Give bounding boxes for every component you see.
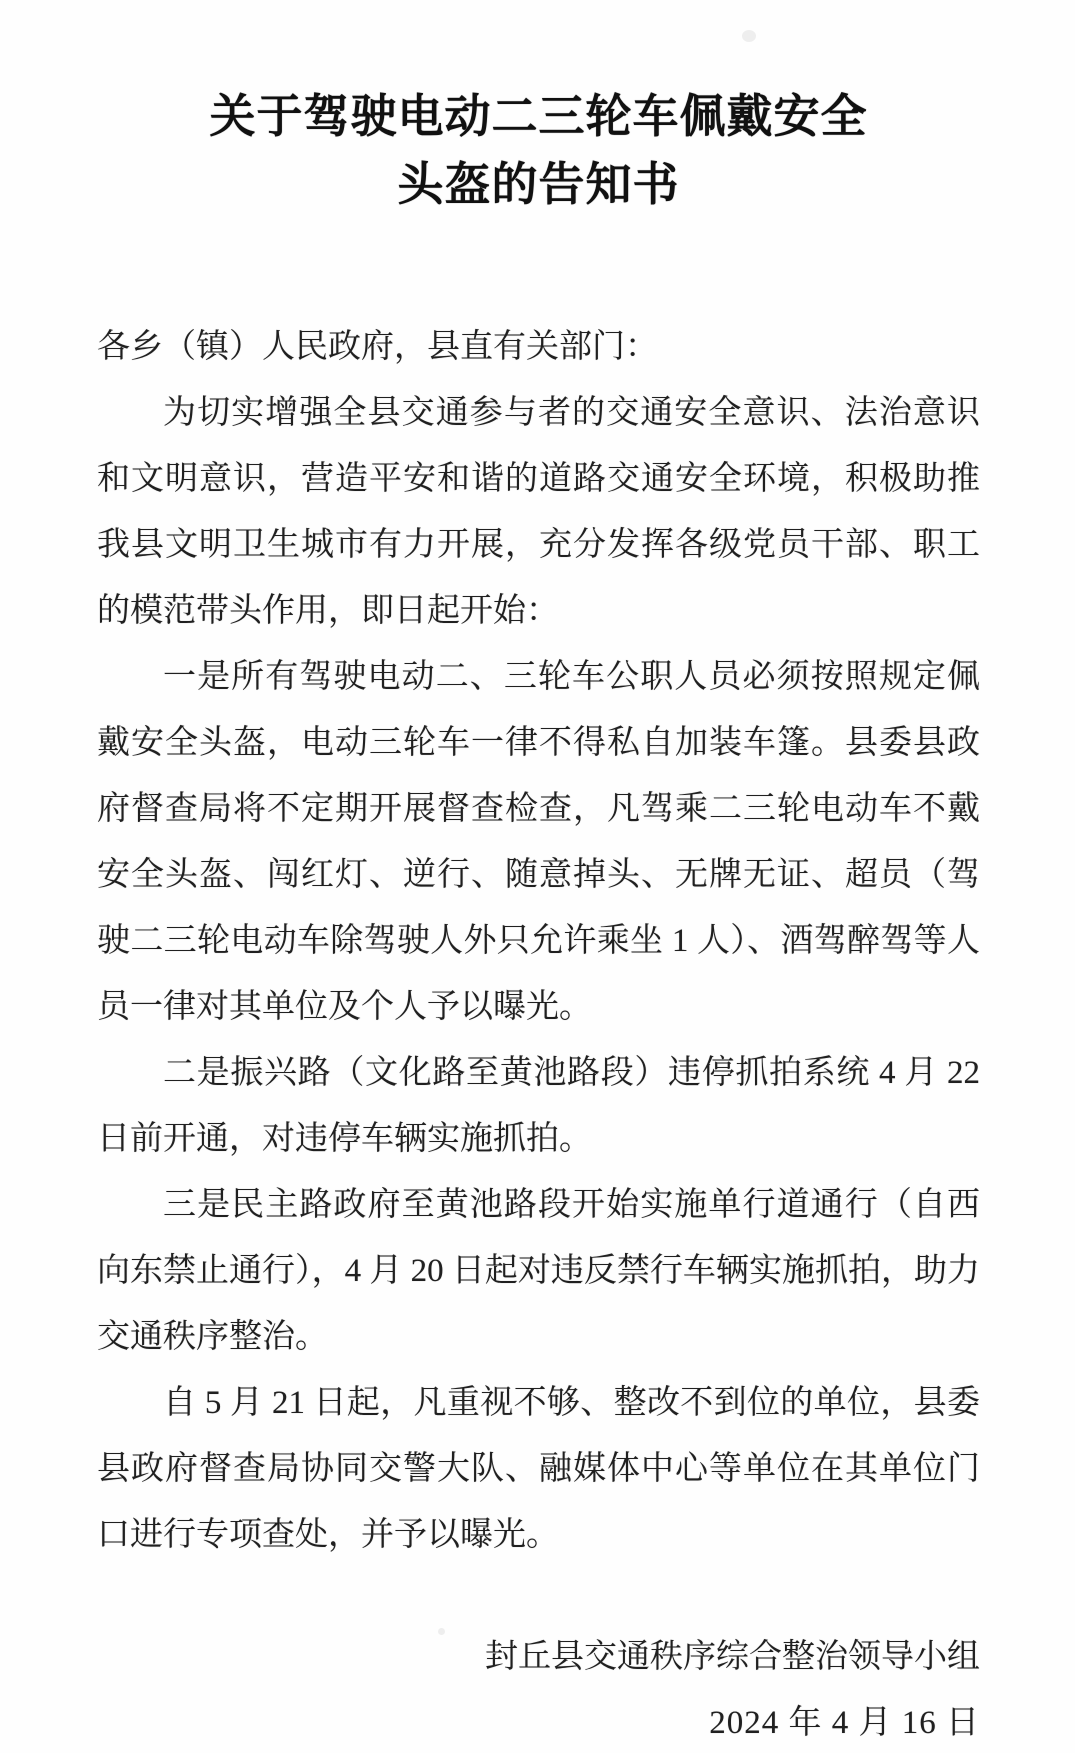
signature-block <box>97 1624 980 1756</box>
paragraph-item-3: 三是民主路政府至黄池路段开始实施单行道通行（自西向东禁止通行），4 月 20 日起对违反禁行车辆实施抓拍，助力交通秩序整治。 <box>97 1187 980 1355</box>
notice-title-line-1: 关于驾驶电动二三轮车佩戴安全 <box>209 90 868 142</box>
paragraph-closing: 自 5 月 21 日起，凡重视不够、整改不到位的单位，县委县政府督查局协同交警大队、融媒体中心等单位在其单位门口进行专项查处，并予以曝光。 <box>97 1385 980 1553</box>
salutation: 各乡（镇）人民政府，县直有关部门： <box>97 329 658 365</box>
scan-artifact <box>438 1628 445 1635</box>
issuing-organization: 封丘县交通秩序综合整治领导小组 <box>485 1639 980 1675</box>
paragraph-intro: 为切实增强全县交通参与者的交通安全意识、法治意识和文明意识，营造平安和谐的道路交通安全环境，积极助推我县文明卫生城市有力开展，充分发挥各级党员干部、职工的模范带头作用，即日起开始： <box>97 395 980 629</box>
notice-title-line-2: 头盔的告知书 <box>397 158 680 210</box>
scan-artifact <box>742 30 756 42</box>
notice-title <box>97 82 980 218</box>
paragraph-item-2: 二是振兴路（文化路至黄池路段）违停抓拍系统 4 月 22 日前开通，对违停车辆实施抓拍。 <box>97 1055 980 1157</box>
issue-date: 2024 年 4 月 16 日 <box>709 1705 980 1741</box>
notice-body <box>97 314 980 1568</box>
paragraph-item-1: 一是所有驾驶电动二、三轮车公职人员必须按照规定佩戴安全头盔，电动三轮车一律不得私自加装车篷。县委县政府督查局将不定期开展督查检查，凡驾乘二三轮电动车不戴安全头盔、闯红灯、逆行、随意掉头、无牌无证、超员（驾驶二三轮电动车除驾驶人外只允许乘坐 1 人）、酒驾醉驾等人员一律对其单位及个人予以曝光。 <box>97 659 981 1025</box>
